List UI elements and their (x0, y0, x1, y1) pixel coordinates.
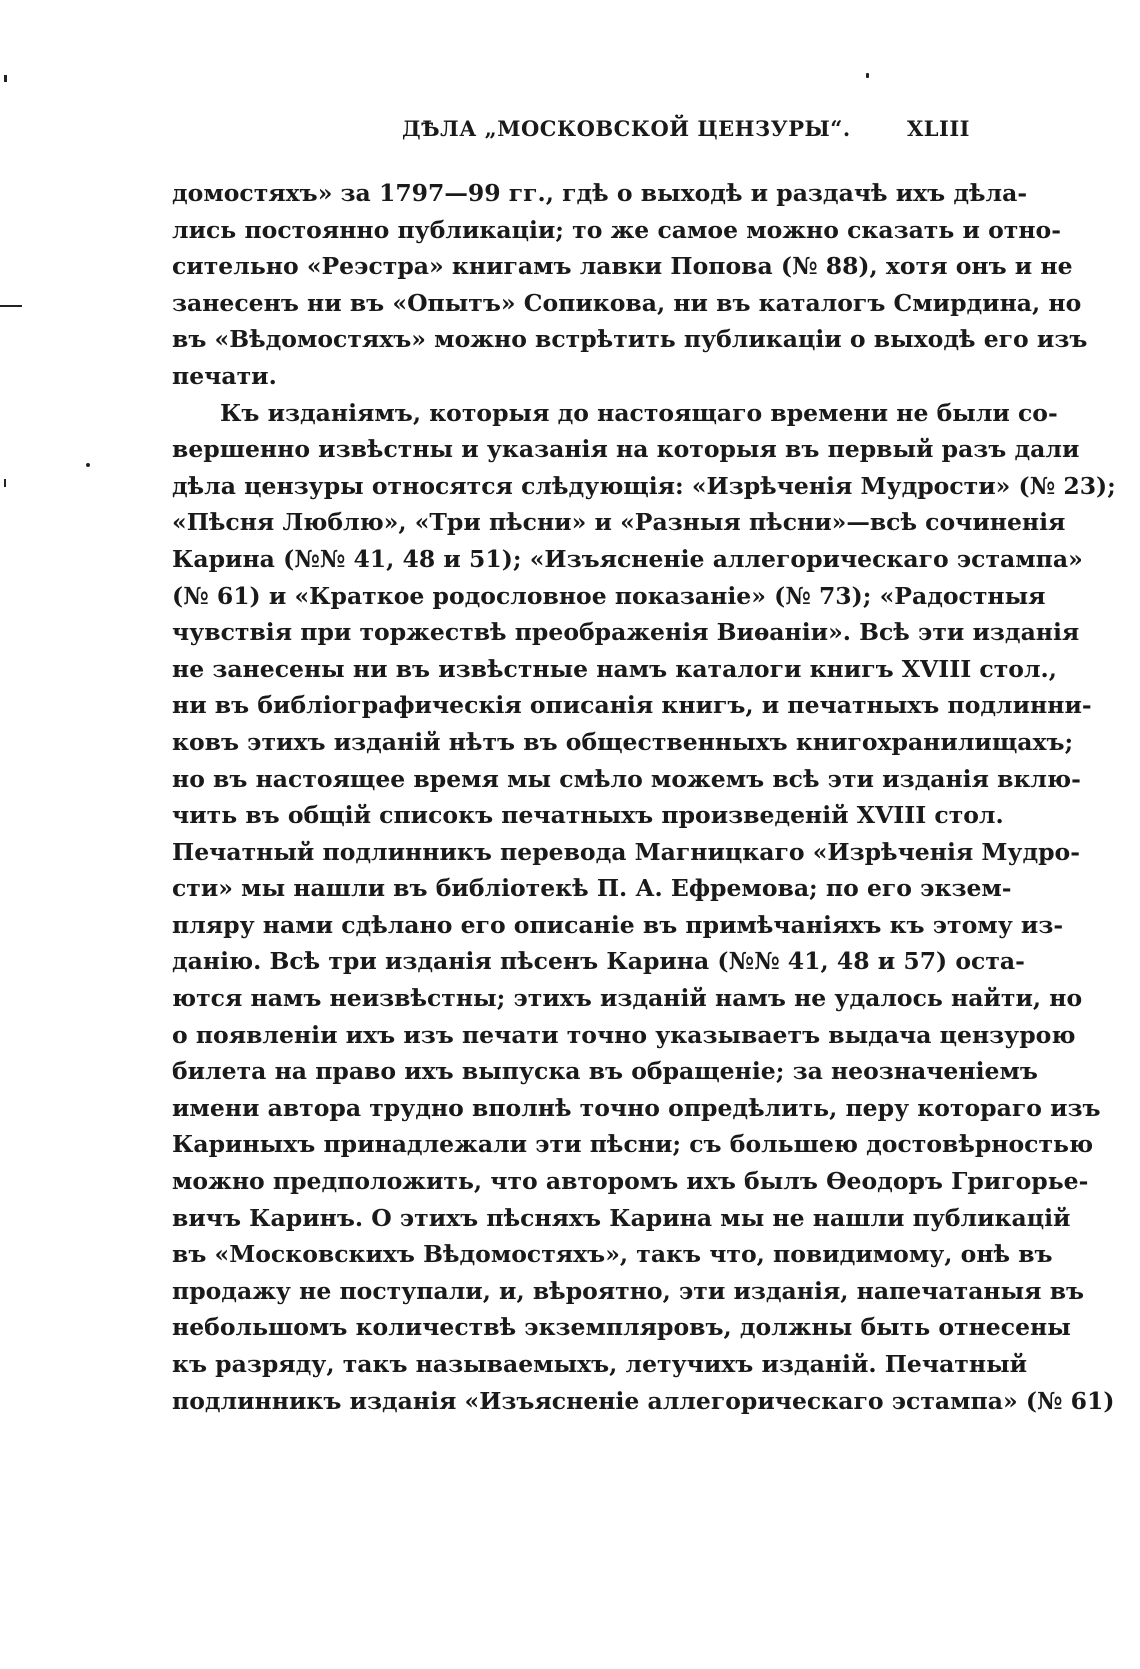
text-line: небольшомъ количествѣ экземпляровъ, должны быть отнесены (172, 1313, 1071, 1342)
text-line: вершенно извѣстны и указанія на которыя въ первый разъ дали (172, 435, 1080, 464)
text-line: «Пѣсня Люблю», «Три пѣсни» и «Разныя пѣсни»—всѣ сочиненія (172, 508, 1066, 537)
text-line: не занесены ни въ извѣстные намъ каталоги книгъ XVIII стол., (172, 654, 1057, 683)
running-head (170, 116, 970, 150)
text-line: продажу не поступали, и, вѣроятно, эти изданія, напечатаныя въ (172, 1276, 1085, 1305)
text-line: пляру нами сдѣлано его описаніе въ примѣчаніяхъ къ этому из- (172, 910, 1064, 939)
text-line: сительно «Реэстра» книгамъ лавки Попова (№ 88), хотя онъ и не (172, 252, 1073, 281)
text-line: о появленіи ихъ изъ печати точно указываетъ выдача цензурою (172, 1020, 1076, 1049)
text-line: (№ 61) и «Краткое родословное показаніе» (№ 73); «Радостныя (172, 581, 1046, 610)
margin-dash (0, 305, 22, 307)
text-line-last: печати. (172, 361, 277, 390)
text-line: чувствія при торжествѣ преображенія Виѳаніи». Всѣ эти изданія (172, 618, 1080, 647)
margin-speck (4, 479, 6, 487)
text-line: ются намъ неизвѣстны; этихъ изданій намъ не удалось найти, но (172, 984, 1083, 1013)
margin-dot (86, 463, 90, 467)
text-line: но въ настоящее время мы смѣло можемъ всѣ эти изданія вклю- (172, 764, 1081, 793)
text-line: имени автора трудно вполнѣ точно опредѣлить, перу котораго изъ (172, 1093, 1101, 1122)
text-line: ковъ этихъ изданій нѣтъ въ общественныхъ книгохранилищахъ; (172, 727, 1074, 756)
margin-speck (4, 75, 7, 82)
paragraph-start: Къ изданіямъ, которыя до настоящаго времени не были со- (220, 398, 1058, 427)
running-title: ДѢЛА „МОСКОВСКОЙ ЦЕНЗУРЫ“. (402, 116, 851, 141)
top-speck (866, 73, 869, 78)
text-line: вичъ Каринъ. О этихъ пѣсняхъ Карина мы не нашли публикацій (172, 1203, 1071, 1232)
text-line: Печатный подлинникъ перевода Магницкаго «Изрѣченія Мудро- (172, 837, 1080, 866)
text-line: сти» мы нашли въ библіотекѣ П. А. Ефремова; по его экзем- (172, 874, 1012, 903)
text-line: билета на право ихъ выпуска въ обращеніе; за неозначеніемъ (172, 1057, 1038, 1086)
text-line: данію. Всѣ три изданія пѣсенъ Карина (№№ 41, 48 и 57) оста- (172, 947, 1025, 976)
body-text (172, 175, 1116, 1419)
text-line: Кариныхъ принадлежали эти пѣсни; съ большею достовѣрностью (172, 1130, 1094, 1159)
text-line: ни въ библіографическія описанія книгъ, и печатныхъ подлинни- (172, 691, 1092, 720)
text-line: можно предположить, что авторомъ ихъ былъ Ѳеодоръ Григорье- (172, 1167, 1089, 1196)
text-line: въ «Московскихъ Вѣдомостяхъ», такъ что, повидимому, онѣ въ (172, 1240, 1053, 1269)
text-line: домостяхъ» за 1797—99 гг., гдѣ о выходѣ и раздачѣ ихъ дѣла- (172, 179, 1028, 207)
text-line: въ «Вѣдомостяхъ» можно встрѣтить публикаціи о выходѣ его изъ (172, 325, 1088, 354)
text-line: дѣла цензуры относятся слѣдующія: «Изрѣченія Мудрости» (№ 23); (172, 471, 1116, 500)
text-line: Карина (№№ 41, 48 и 51); «Изъясненіе аллегорическаго эстампа» (172, 544, 1083, 573)
text-line: къ разряду, такъ называемыхъ, летучихъ изданій. Печатный (172, 1350, 1028, 1378)
page-number: XLIII (906, 116, 970, 141)
text-line: лись постоянно публикаціи; то же самое можно сказать и отно- (172, 215, 1061, 244)
text-line: чить въ общій списокъ печатныхъ произведеній XVIII стол. (172, 801, 1004, 830)
text-line: занесенъ ни въ «Опытъ» Сопикова, ни въ каталогъ Смирдина, но (172, 288, 1082, 317)
text-line: подлинникъ изданія «Изъясненіе аллегорическаго эстампа» (№ 61) (172, 1386, 1115, 1415)
